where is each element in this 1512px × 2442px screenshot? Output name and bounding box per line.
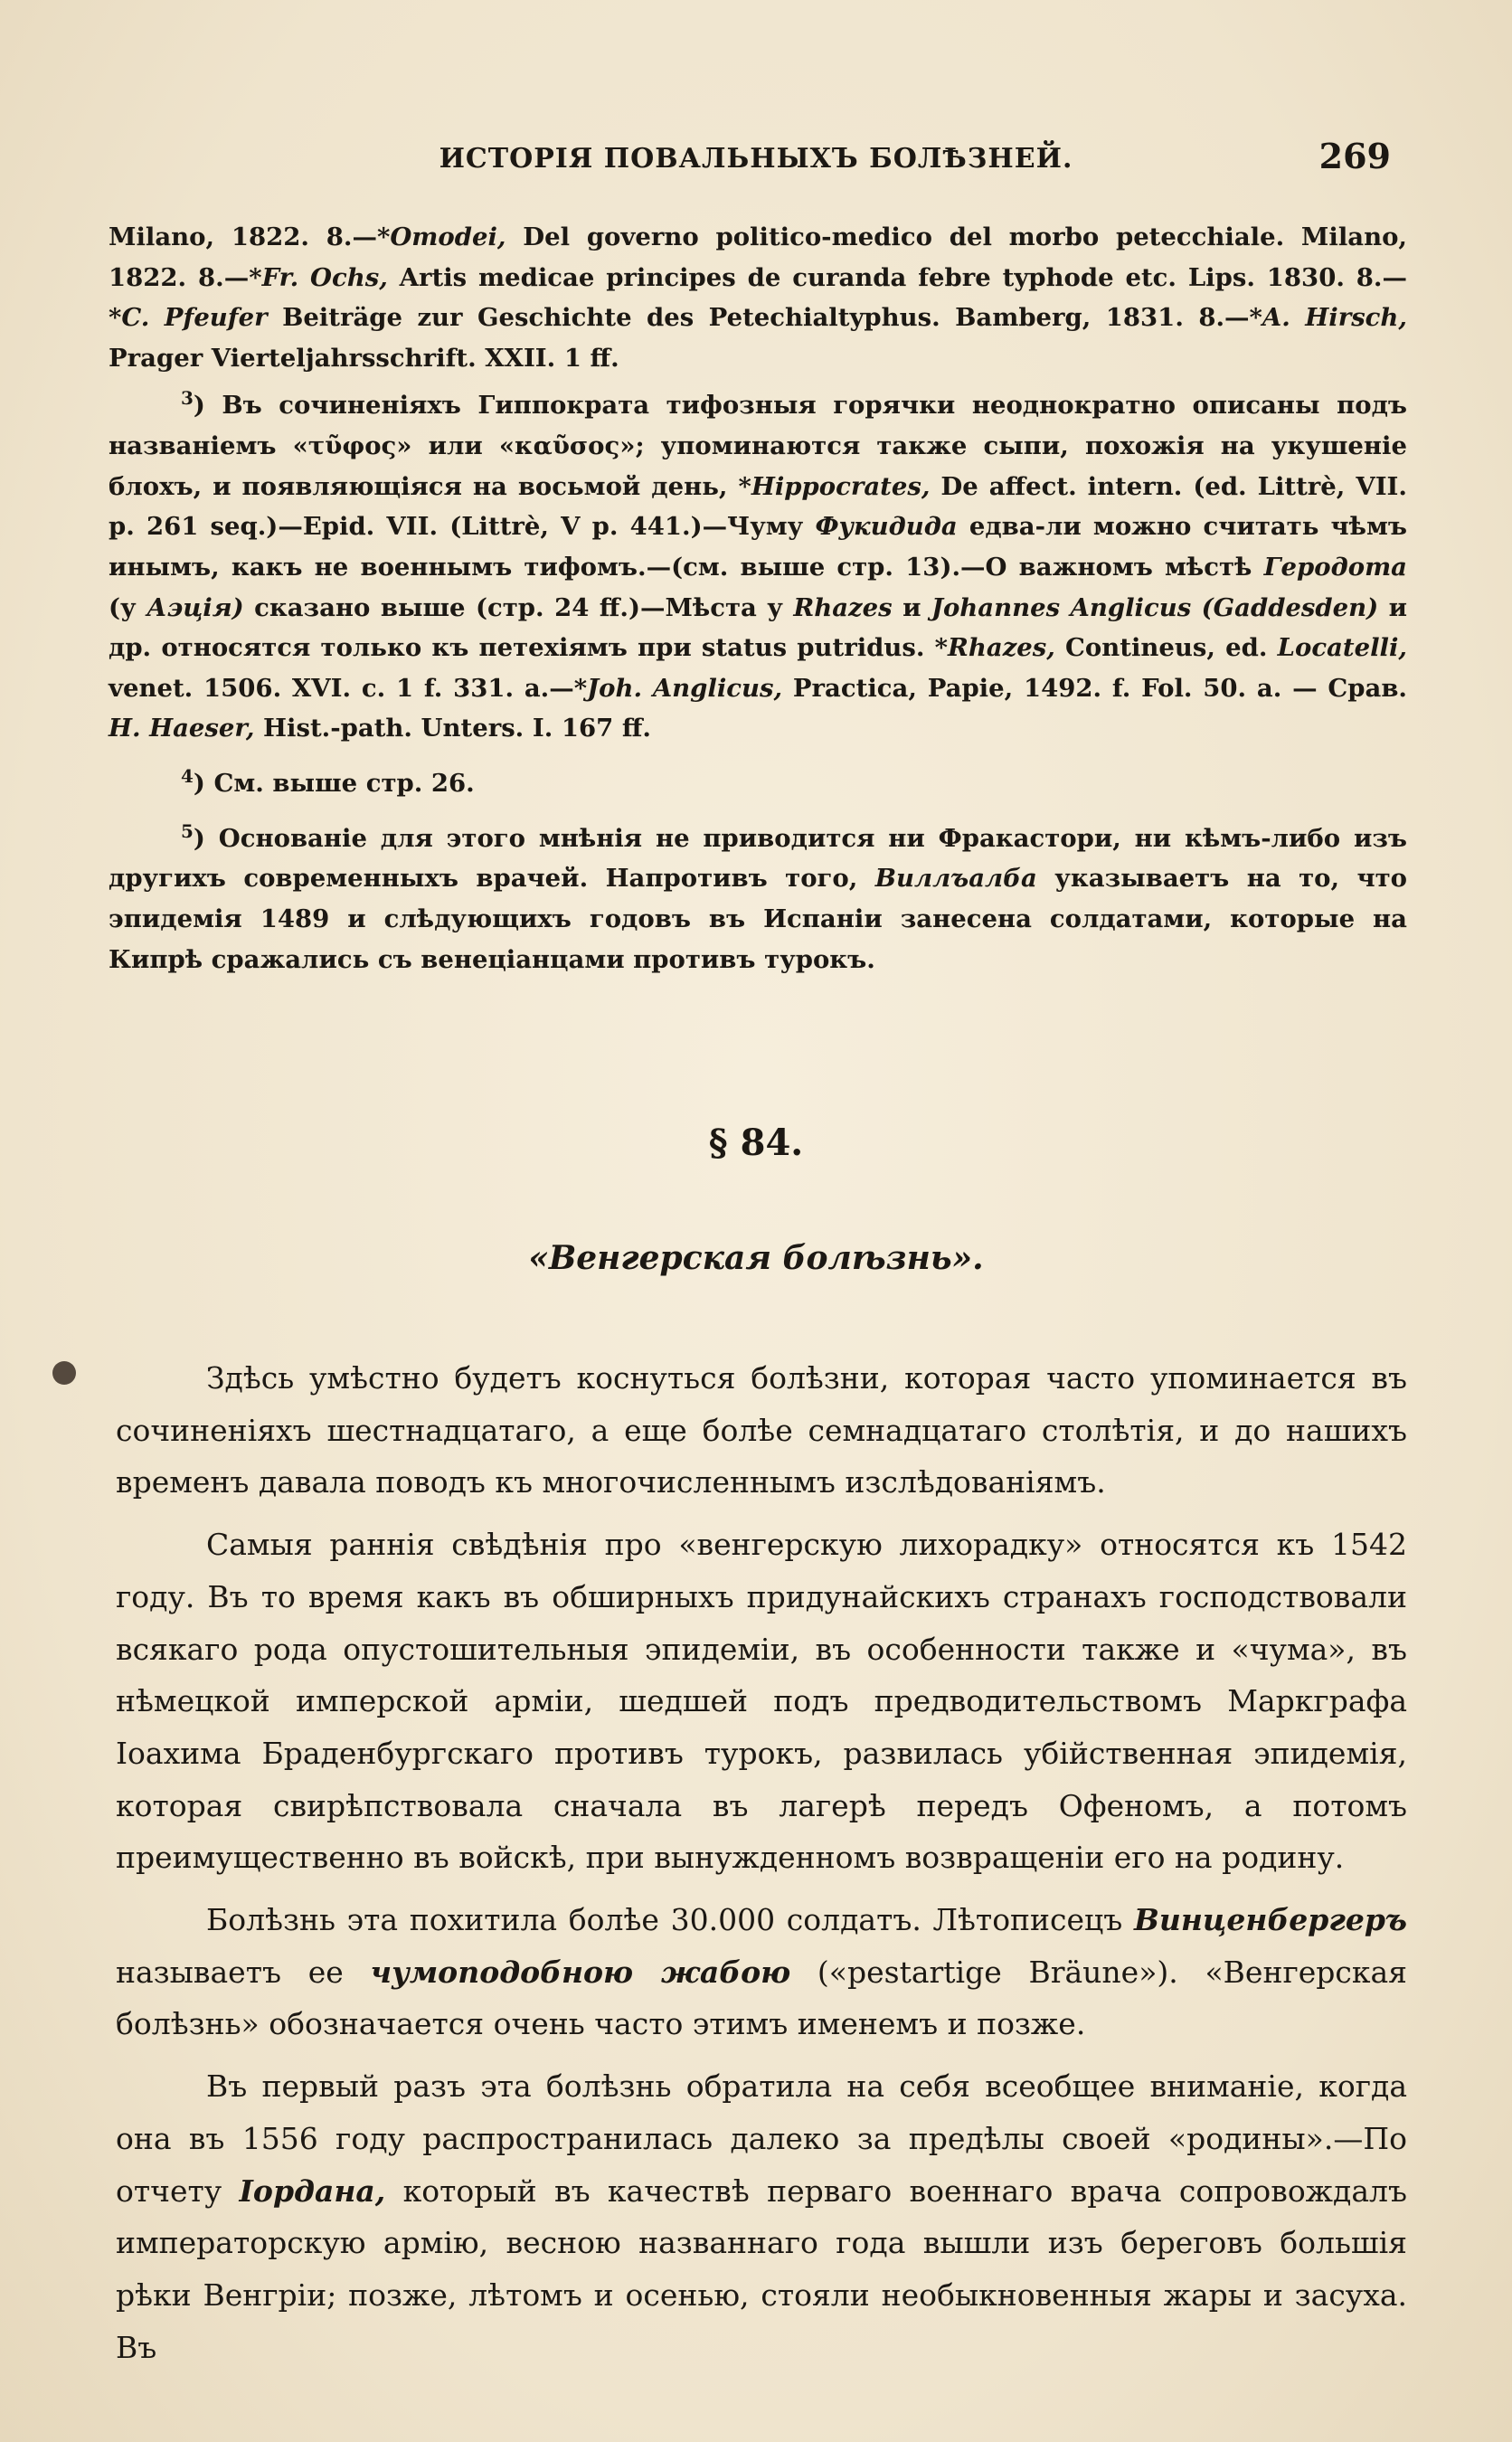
emphasized-text: *Joh. Anglicus, [573,673,783,703]
text-run: и [892,592,931,622]
text-run: Milano, 1822. 8.— [109,222,377,251]
footnote-continued-references [109,217,1407,378]
body-text [116,1352,1407,2373]
text-run: venet. 1506. XVI. c. 1 f. 331. a.— [109,673,574,703]
paragraph-2: Самыя раннія свѣдѣнія про «венгерскую лихорадку» относятся къ 1542 году. Въ то время какъ въ обширныхъ придунайскихъ странахъ господствовали всякаго рода опустошительныя эпидеміи, въ особенности также и «чума», въ нѣмецкой имперской арміи, шедшей подъ предводительствомъ Маркграфа Іоахима Браденбургскаго противъ турокъ, развилась убійственная эпидемія, которая свирѣпствовала сначала въ лагерѣ передъ Офеномъ, а потомъ преимущественно въ войскѣ, при вынужденномъ возвращеніи его на родину. [116,1527,1407,1876]
text-run: Contineus, ed. [1054,633,1278,663]
text-run: Prager Vierteljahrsschrift. XXII. 1 ff. [109,343,619,373]
text-run: ) Въ сочиненіяхъ Гиппократа тифозныя горячки неоднократно описаны подъ названіемъ «τῦφος» или «καῦσος»; упоминаются также сыпи, похожія на укушеніе блохъ, и появляющіяся на восьмой день, [109,391,1407,501]
text-run: Artis medicae principes de curanda febre typhode etc. Lips. 1830. 8.— [387,262,1407,292]
emphasized-text: Фукидида [815,512,958,542]
text-run: называетъ ее [116,1954,371,1990]
emphasized-text: Геродота [1263,552,1407,582]
ink-blot [52,1361,76,1385]
emphasized-text: чумоподобною жабою [370,1954,791,1990]
text-run: De affect. intern. (ed. Littrè, VII. p. 261 seq.)—Epid. VII. (Littrè, V p. 441.)—Чуму [109,471,1407,542]
emphasized-text: *Rhazes, [934,633,1055,663]
text-run: (у [109,592,147,622]
section-number: § 84. [708,1122,804,1164]
emphasized-text: Locatelli, [1277,633,1407,663]
footnotes [109,217,1407,980]
footnote-5 [109,811,1407,980]
footnote-5-text [109,824,1407,974]
emphasized-text: *Omodei, [376,222,506,251]
emphasized-text: H. Haeser, [109,714,255,743]
text-run: и др. относятся только къ петехіямъ при status putridus. [109,592,1407,663]
text-run: сказано выше (стр. 24 ff.)—Мѣста у [243,592,794,622]
text-run: указываетъ на то, что эпидемія 1489 и слѣдующихъ годовъ въ Испаніи занесена солдатами, которые на Кипрѣ сражались съ венеціанцами противъ турокъ. [109,864,1407,974]
text-run: ) Основаніе для этого мнѣнія не приводится ни Фракастори, ни кѣмъ-либо изъ другихъ современныхъ врачей. Напротивъ того, [109,823,1407,894]
footnote-marker: 5 [181,819,194,842]
page-header [116,136,1396,190]
text-run: едва-ли можно считать чѣмъ инымъ, какъ не военнымъ тифомъ.—(см. выше стр. 13).—О важномъ мѣстѣ [109,512,1407,582]
text-run: Въ первый разъ эта болѣзнь обратила на себя всеобщее вниманіе, когда она въ 1556 году распространилась далеко за предѣлы своей «родины».—По отчету [116,2068,1407,2209]
emphasized-text: Виллъалба [874,864,1037,894]
text-run: Болѣзнь эта похитила болѣе 30.000 солдатъ. Лѣтописецъ [206,1902,1134,1938]
emphasized-text: *Fr. Ochs, [249,262,388,292]
emphasized-text: Аэція) [146,592,244,622]
footnote-3-text [109,392,1407,743]
text-run: («pestartige Bräune»). «Венгерская болѣзнь» обозначается очень часто этимъ именемъ и позже. [116,1954,1407,2042]
text-run: Del governo politico-medico del morbo petecchiale. Milano, 1822. 8.— [109,222,1407,292]
footnote-marker: 3 [181,387,194,410]
footnote-4 [109,756,1407,804]
section-title: «Венгерская болѣзнь». [528,1239,984,1277]
paragraph-1: Здѣсь умѣстно будетъ коснуться болѣзни, которая часто упоминается въ сочиненіяхъ шестнадцатаго, а еще болѣе семнадцатаго столѣтія, и до нашихъ временъ давала поводъ къ многочисленнымъ изслѣдованіямъ. [116,1360,1407,1500]
text-run: Practica, Papie, 1492. f. Fol. 50. a. — Срав. [782,673,1407,703]
page-number: 269 [1318,136,1391,176]
paragraph-3 [116,1894,1407,2050]
footnote-3 [109,378,1407,749]
emphasized-text: Іордана, [239,2172,386,2209]
paragraph-4 [116,2060,1407,2373]
footnote-marker: 4 [181,764,194,787]
emphasized-text: Johannes Anglicus (Gaddesden) [931,592,1379,622]
emphasized-text: Rhazes [793,592,893,622]
text-run: Hist.-path. Unters. I. 167 ff. [254,714,651,743]
running-head: ИСТОРІЯ ПОВАЛЬНЫХЪ БОЛѢЗНЕЙ. [439,143,1073,175]
text-run: который въ качествѣ перваго военнаго врача сопровождалъ императорскую армію, весною названнаго года вышли изъ береговъ большія рѣки Венгріи; позже, лѣтомъ и осенью, стояли необыкновенныя жары и засуха. Въ [116,2172,1407,2365]
footnote-4-text: ) См. выше стр. 26. [193,769,475,799]
emphasized-text: Винценбергеръ [1133,1902,1407,1938]
emphasized-text: *C. Pfeufer [109,303,268,333]
text-run: Beiträge zur Geschichte des Petechialtyphus. Bamberg, 1831. 8.— [267,303,1250,333]
emphasized-text: *A. Hirsch, [1249,303,1407,333]
emphasized-text: *Hippocrates, [738,471,931,501]
